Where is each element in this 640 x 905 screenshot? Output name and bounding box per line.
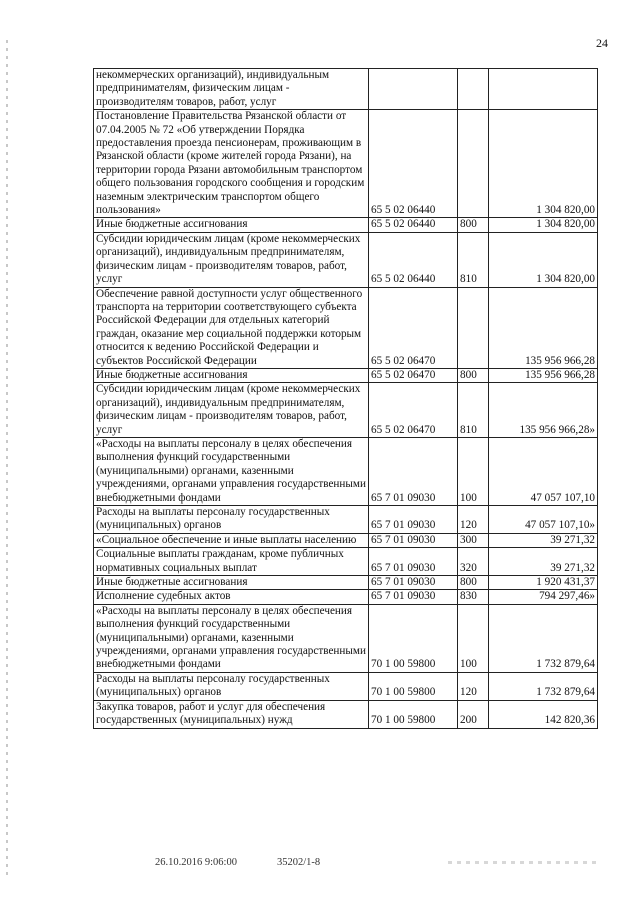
cell-code: 70 1 00 59800: [369, 604, 458, 672]
cell-name: Социальные выплаты гражданам, кроме публичных нормативных социальных выплат: [94, 548, 369, 576]
page-number: 24: [596, 36, 608, 50]
table-row: [94, 576, 598, 590]
cell-sum: 135 956 966,28: [489, 368, 598, 382]
cell-sum: 1 732 879,64: [489, 604, 598, 672]
cell-type: 320: [458, 548, 489, 576]
cell-name: Субсидии юридическим лицам (кроме некоммерческих организаций), индивидуальным предпринимателям, физическим лицам - производителям товаров, работ, услуг: [94, 383, 369, 438]
table-row: [94, 232, 598, 287]
cell-code: 65 5 02 06470: [369, 383, 458, 438]
cell-name: Иные бюджетные ассигнования: [94, 218, 369, 232]
cell-type: [458, 110, 489, 218]
cell-code: 65 7 01 09030: [369, 506, 458, 534]
cell-code: 65 5 02 06470: [369, 287, 458, 368]
cell-type: 810: [458, 232, 489, 287]
table-row: [94, 69, 598, 110]
cell-sum: 47 057 107,10: [489, 437, 598, 505]
budget-table-body: [94, 69, 598, 729]
cell-type: 810: [458, 383, 489, 438]
cell-code: 70 1 00 59800: [369, 672, 458, 700]
table-row: [94, 700, 598, 728]
cell-name: некоммерческих организаций), индивидуальным предпринимателям, физическим лицам - производителям товаров, работ, услуг: [94, 69, 369, 110]
footer-scan-marks: [448, 861, 598, 864]
cell-name: Расходы на выплаты персоналу государственных (муниципальных) органов: [94, 672, 369, 700]
cell-code: 65 5 02 06440: [369, 110, 458, 218]
cell-code: 65 7 01 09030: [369, 576, 458, 590]
cell-code: 65 7 01 09030: [369, 437, 458, 505]
cell-type: 800: [458, 368, 489, 382]
table-row: [94, 604, 598, 672]
cell-sum: 794 297,46»: [489, 590, 598, 604]
cell-name: «Социальное обеспечение и иные выплаты населению: [94, 533, 369, 547]
cell-type: 800: [458, 576, 489, 590]
cell-type: [458, 69, 489, 110]
cell-sum: 142 820,36: [489, 700, 598, 728]
cell-type: 120: [458, 672, 489, 700]
footer-date: 26.10.2016 9:06:00: [155, 857, 237, 868]
cell-sum: 1 920 431,37: [489, 576, 598, 590]
cell-sum: 135 956 966,28: [489, 287, 598, 368]
cell-name: «Расходы на выплаты персоналу в целях обеспечения выполнения функций государственными (муниципальными) органами, казенными учреждениями, органами управления государственными внебюджетными фондами: [94, 604, 369, 672]
cell-sum: 1 732 879,64: [489, 672, 598, 700]
table-row: [94, 548, 598, 576]
cell-type: 120: [458, 506, 489, 534]
cell-code: 65 5 02 06470: [369, 368, 458, 382]
cell-name: Расходы на выплаты персоналу государственных (муниципальных) органов: [94, 506, 369, 534]
table-row: [94, 590, 598, 604]
budget-table: [93, 68, 598, 729]
cell-sum: [489, 69, 598, 110]
cell-name: «Расходы на выплаты персоналу в целях обеспечения выполнения функций государственными (муниципальными) органами, казенными учреждениями, органами управления государственными внебюджетными фондами: [94, 437, 369, 505]
cell-name: Закупка товаров, работ и услуг для обеспечения государственных (муниципальных) нужд: [94, 700, 369, 728]
cell-code: 65 7 01 09030: [369, 533, 458, 547]
cell-name: Иные бюджетные ассигнования: [94, 368, 369, 382]
cell-sum: 39 271,32: [489, 533, 598, 547]
cell-type: 800: [458, 218, 489, 232]
cell-code: 70 1 00 59800: [369, 700, 458, 728]
table-row: [94, 506, 598, 534]
cell-sum: 39 271,32: [489, 548, 598, 576]
table-row: [94, 218, 598, 232]
cell-code: 65 7 01 09030: [369, 590, 458, 604]
footer-doc-number: 35202/1-8: [277, 857, 321, 868]
cell-sum: 1 304 820,00: [489, 218, 598, 232]
cell-code: 65 5 02 06440: [369, 232, 458, 287]
table-row: [94, 383, 598, 438]
table-row: [94, 110, 598, 218]
cell-name: Обеспечение равной доступности услуг общественного транспорта на территории соответствующего субъекта Российской Федерации для отдельных категорий граждан, оказание мер социальной поддержки которым относится к ведению Российской Федерации и субъектов Российской Федерации: [94, 287, 369, 368]
cell-name: Постановление Правительства Рязанской области от 07.04.2005 № 72 «Об утверждении Порядка предоставления проезда пенсионерам, проживающим в Рязанской области (кроме жителей города Рязани), на территории города Рязани автомобильным транспортом общего пользования городского сообщения и городским наземным электрическим транспортом общего пользования»: [94, 110, 369, 218]
table-row: [94, 368, 598, 382]
cell-name: Иные бюджетные ассигнования: [94, 576, 369, 590]
cell-type: 100: [458, 437, 489, 505]
cell-type: 300: [458, 533, 489, 547]
cell-type: [458, 287, 489, 368]
cell-code: [369, 69, 458, 110]
cell-name: Субсидии юридическим лицам (кроме некоммерческих организаций), индивидуальным предпринимателям, физическим лицам - производителям товаров, работ, услуг: [94, 232, 369, 287]
binding-edge-marks: [6, 40, 8, 880]
cell-name: Исполнение судебных актов: [94, 590, 369, 604]
cell-sum: 135 956 966,28»: [489, 383, 598, 438]
cell-code: 65 5 02 06440: [369, 218, 458, 232]
cell-type: 830: [458, 590, 489, 604]
table-row: [94, 437, 598, 505]
cell-sum: 1 304 820,00: [489, 110, 598, 218]
table-row: [94, 672, 598, 700]
cell-type: 200: [458, 700, 489, 728]
cell-sum: 1 304 820,00: [489, 232, 598, 287]
cell-type: 100: [458, 604, 489, 672]
cell-code: 65 7 01 09030: [369, 548, 458, 576]
table-row: [94, 533, 598, 547]
table-row: [94, 287, 598, 368]
cell-sum: 47 057 107,10»: [489, 506, 598, 534]
